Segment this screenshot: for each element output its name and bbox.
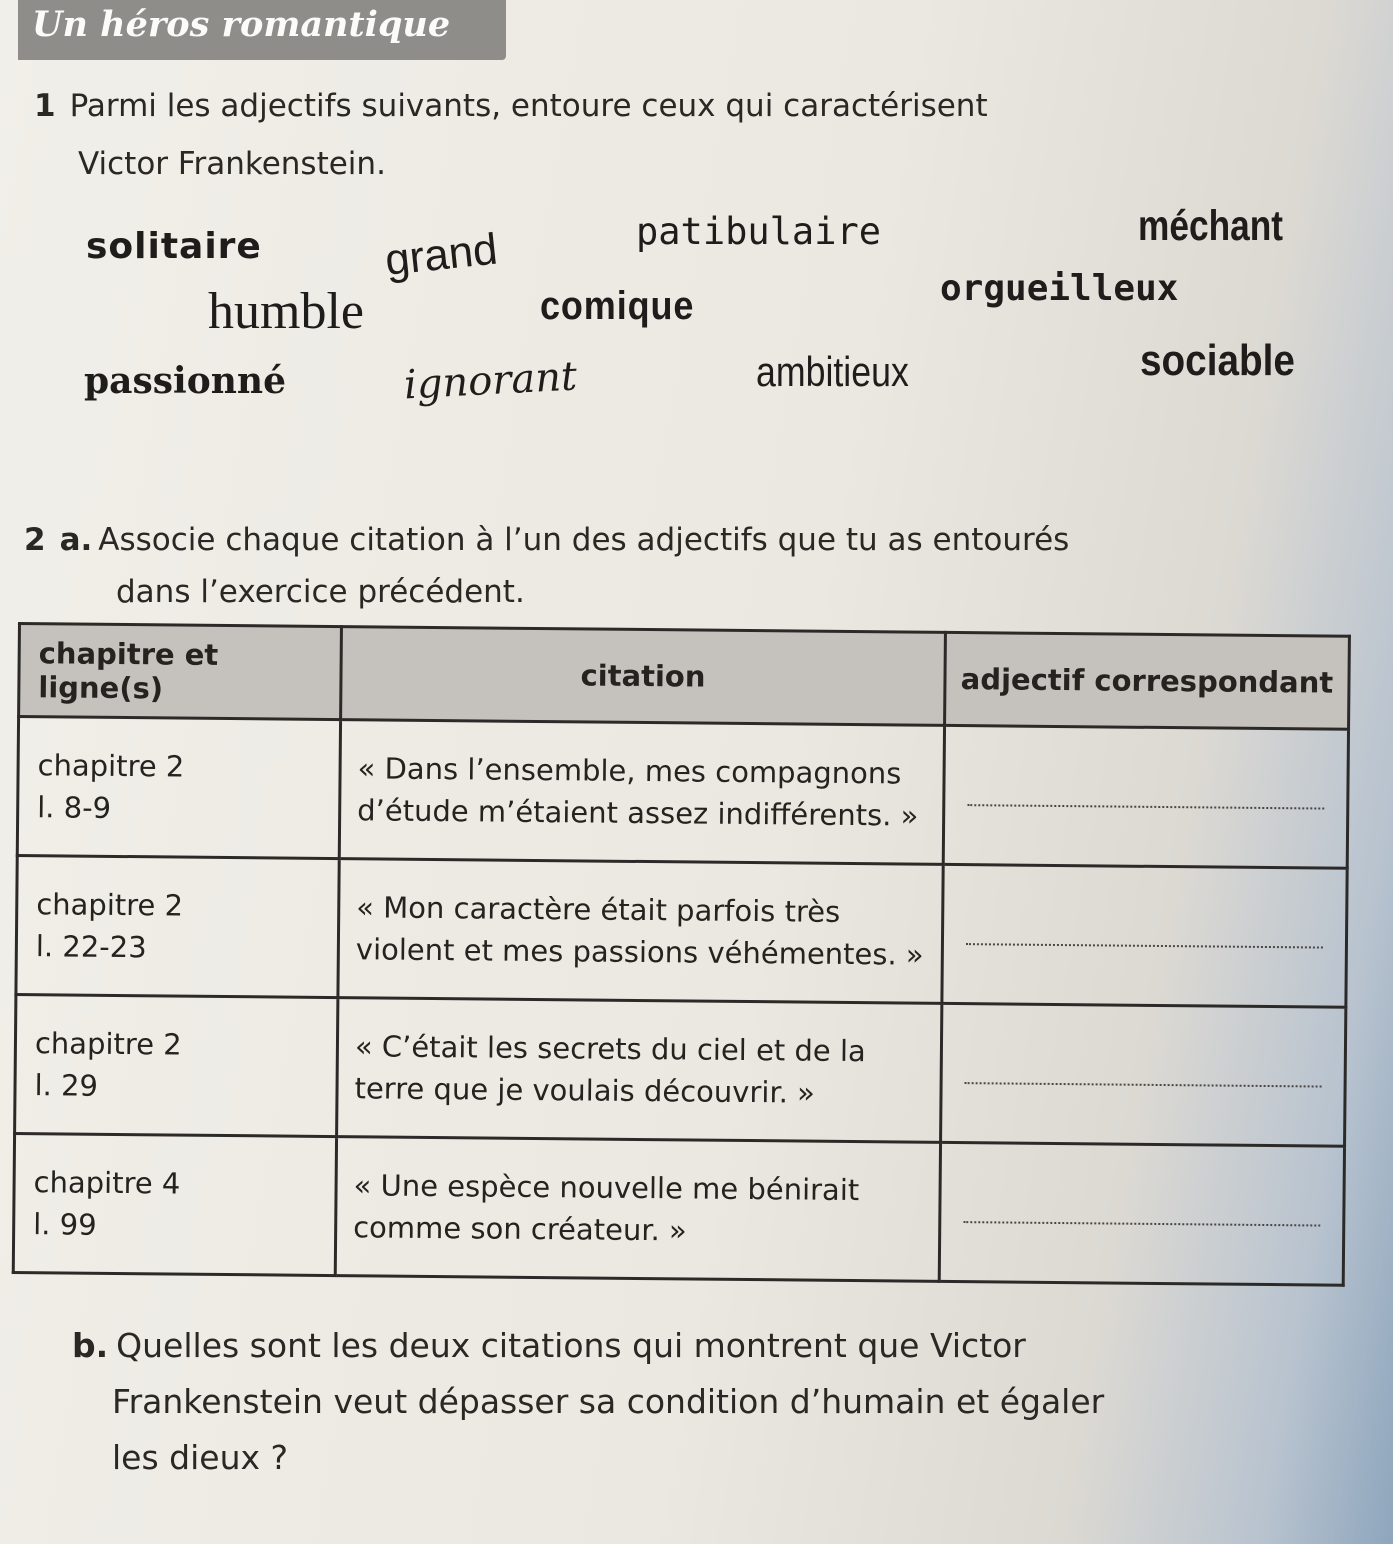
table-row bbox=[13, 1133, 1344, 1285]
exercise-2a-label: a. bbox=[59, 522, 93, 558]
chapter-name: chapitre 4 bbox=[33, 1165, 181, 1201]
exercise-2a-instruction bbox=[24, 512, 1069, 568]
answer-field[interactable] bbox=[965, 1062, 1322, 1087]
chapter-name: chapitre 2 bbox=[34, 1026, 182, 1062]
table-row bbox=[17, 717, 1348, 869]
adjective-solitaire[interactable]: solitaire bbox=[86, 226, 262, 267]
quote-line1: « C’était les secrets du ciel et de la bbox=[354, 1029, 866, 1069]
answer-cell[interactable] bbox=[942, 864, 1347, 1007]
quote-line2: terre que je voulais découvrir. » bbox=[354, 1071, 816, 1110]
exercise-2a-line1: Associe chaque citation à l’un des adjectifs que tu as entourés bbox=[98, 522, 1070, 558]
adjective-grand[interactable]: grand bbox=[382, 224, 500, 286]
chapter-name: chapitre 2 bbox=[37, 748, 185, 784]
quote-line2: d’étude m’étaient assez indifférents. » bbox=[357, 793, 919, 833]
answer-field[interactable] bbox=[967, 784, 1324, 809]
answer-cell[interactable] bbox=[943, 725, 1348, 868]
header-chapter: chapitre et ligne(s) bbox=[19, 624, 342, 720]
exercise-1-line1: Parmi les adjectifs suivants, entoure ceux qui caractérisent bbox=[69, 88, 988, 124]
adjective-patibulaire[interactable]: patibulaire bbox=[636, 210, 882, 253]
adjective-mechant[interactable]: méchant bbox=[1138, 202, 1284, 250]
chapter-lines: l. 29 bbox=[34, 1068, 99, 1103]
chapter-cell bbox=[17, 717, 340, 859]
adjective-humble[interactable]: humble bbox=[208, 283, 364, 340]
exercise-1-instruction bbox=[34, 78, 988, 134]
chapter-lines: l. 99 bbox=[33, 1207, 97, 1242]
exercise-2b-label: b. bbox=[72, 1326, 109, 1365]
exercise-2-number: 2 bbox=[24, 522, 46, 558]
adjective-ignorant[interactable]: ignorant bbox=[402, 353, 579, 409]
exercise-2a-line2: dans l’exercice précédent. bbox=[116, 574, 525, 610]
answer-cell[interactable] bbox=[941, 1003, 1346, 1146]
quotes-table bbox=[12, 622, 1348, 1287]
exercise-2b-line2: Frankenstein veut dépasser sa condition d’humain et égaler bbox=[112, 1382, 1105, 1421]
answer-field[interactable] bbox=[963, 1201, 1320, 1226]
exercise-1-number: 1 bbox=[34, 88, 56, 124]
adjective-sociable[interactable]: sociable bbox=[1140, 336, 1295, 385]
chapter-cell bbox=[13, 1133, 336, 1275]
answer-cell[interactable] bbox=[939, 1142, 1344, 1285]
header-citation: citation bbox=[341, 627, 946, 726]
quote-line1: « Mon caractère était parfois très bbox=[356, 890, 841, 929]
quote-line2: violent et mes passions véhémentes. » bbox=[355, 932, 924, 972]
adjective-comique[interactable]: comique bbox=[540, 284, 695, 328]
adjective-orgueilleux[interactable]: orgueilleux bbox=[940, 268, 1179, 309]
exercise-2b-line1: Quelles sont les deux citations qui montrent que Victor bbox=[116, 1326, 1026, 1365]
chapter-name: chapitre 2 bbox=[36, 887, 184, 923]
chapter-lines: l. 8-9 bbox=[37, 790, 112, 825]
chapter-cell bbox=[16, 856, 339, 998]
citation-cell bbox=[339, 720, 944, 865]
citation-cell bbox=[337, 998, 942, 1143]
quote-line1: « Une espèce nouvelle me bénirait bbox=[353, 1168, 860, 1208]
table-header-row bbox=[19, 624, 1350, 730]
exercise-2b-line3: les dieux ? bbox=[112, 1438, 289, 1477]
citation-cell bbox=[338, 859, 943, 1004]
exercise-1-line2: Victor Frankenstein. bbox=[78, 146, 386, 182]
answer-field[interactable] bbox=[966, 923, 1323, 948]
citation-cell bbox=[335, 1137, 940, 1282]
chapter-lines: l. 22-23 bbox=[35, 929, 147, 965]
adjective-passionne[interactable]: passionné bbox=[84, 360, 286, 402]
quote-line2: comme son créateur. » bbox=[353, 1210, 687, 1248]
page-title: Un héros romantique bbox=[32, 4, 451, 45]
table-row bbox=[15, 994, 1346, 1146]
header-adjective: adjectif correspondant bbox=[945, 632, 1350, 729]
table-row bbox=[16, 856, 1347, 1008]
quote-line1: « Dans l’ensemble, mes compagnons bbox=[357, 751, 902, 791]
exercise-2b-question bbox=[72, 1318, 1312, 1486]
adjective-ambitieux[interactable]: ambitieux bbox=[756, 348, 909, 395]
chapter-cell bbox=[15, 994, 338, 1136]
